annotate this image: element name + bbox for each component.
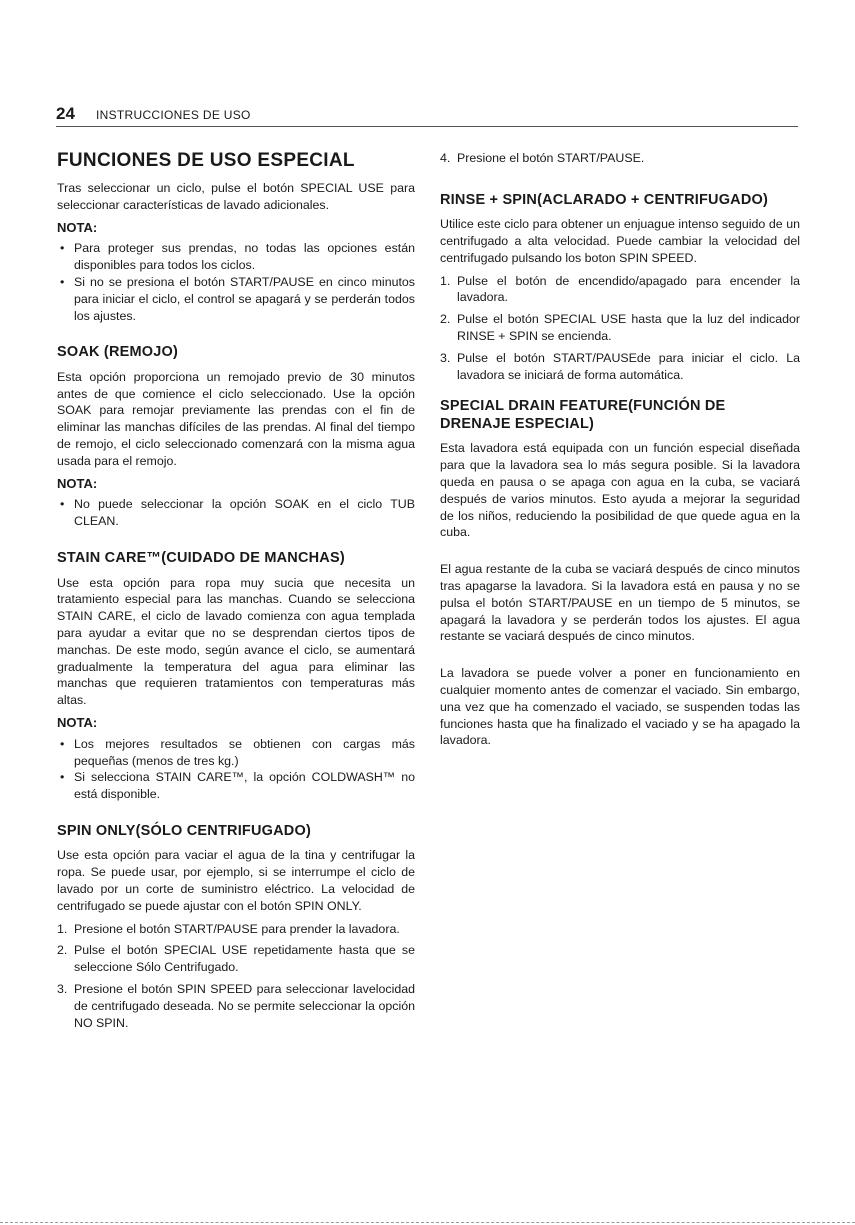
left-column <box>57 150 415 1036</box>
nota-item: • Si selecciona STAIN CARE™, la opción COLDWASH™ no está disponible. <box>57 769 415 803</box>
right-column <box>440 150 800 749</box>
step-item <box>57 981 415 1031</box>
stain-nota-list <box>57 736 415 803</box>
soak-nota-list <box>57 496 415 530</box>
step-text: Pulse el botón SPECIAL USE hasta que la luz del indicador RINSE + SPIN se encienda. <box>457 312 800 344</box>
step-item <box>440 350 800 384</box>
nota-item: • No puede seleccionar la opción SOAK en el ciclo TUB CLEAN. <box>57 496 415 530</box>
special-drain-paragraph-1: Esta lavadora está equipada con un función especial diseñada para que la lavadora sea lo más segura posible. Si la lavadora queda en pausa o se apaga con agua en la cuba, se vaciará después de varios minutos. Esto ayuda a mejorar la seguridad de los niños, reduciendo la posibilidad de que quede agua en la cuba. <box>440 441 800 540</box>
special-drain-paragraph-2: El agua restante de la cuba se vaciará después de cinco minutos tras apagarse la lavadora. Si la lavadora está en pausa y no se pulsa el botón START/PAUSE en un tiempo de 5 minutos, se apagará la lavadora y se perderán todos los ajustes. El agua restante se vaciará después de cinco minutos. <box>440 562 800 644</box>
spin-only-steps <box>57 921 415 1032</box>
step-number: 2. <box>57 943 68 958</box>
step-item <box>57 921 415 938</box>
nota-item: • Si no se presiona el botón START/PAUSE en cinco minutos para iniciar el ciclo, el control se apagará y se perderán todos los ajustes. <box>57 274 415 324</box>
step-number: 4. <box>440 151 451 165</box>
step-item <box>57 942 415 976</box>
nota-item: • Para proteger sus prendas, no todas las opciones están disponibles para todos los ciclos. <box>57 240 415 274</box>
nota-label: NOTA: <box>57 219 98 235</box>
stain-care-heading: STAIN CARE™(CUIDADO DE MANCHAS) <box>57 550 345 567</box>
nota-list <box>57 240 415 324</box>
section-label: INSTRUCCIONES DE USO <box>96 108 251 122</box>
page-number: 24 <box>56 104 75 123</box>
step-text: Presione el botón START/PAUSE para prender la lavadora. <box>74 921 400 936</box>
page-header <box>56 104 798 127</box>
rinse-spin-heading: RINSE + SPIN(ACLARADO + CENTRIFUGADO) <box>440 191 769 208</box>
step-text: Presione el botón SPIN SPEED para seleccionar lavelocidad de centrifugado deseada. No se permite seleccionar la opción NO SPIN. <box>74 981 415 1030</box>
bottom-divider <box>0 1222 855 1223</box>
soak-text: Esta opción proporciona un remojado previo de 30 minutos antes de que comience el ciclo seleccionado. Use la opción SOAK para remojar previamente las prendas con el fin de eliminar las manchas difíciles de las prendas. Al final del tiempo de remojo, el ciclo seleccionado comenzará con la misma agua usada para el remojo. <box>57 369 415 468</box>
spin-only-text: Use esta opción para vaciar el agua de la tina y centrifugar la ropa. Se puede usar, por ejemplo, si se interrumpe el ciclo de lavado por un corte de suministro eléctrico. La velocidad de centrifugado se puede ajustar con el botón SPIN ONLY. <box>57 848 415 913</box>
step-item <box>440 311 800 345</box>
rinse-spin-text: Utilice este ciclo para obtener un enjuague intenso seguido de un centrifugado a alta velocidad. Puede cambiar la velocidad del centrifugado pulsando los boton SPIN SPEED. <box>440 217 800 265</box>
intro-text: Tras seleccionar un ciclo, pulse el botón SPECIAL USE para seleccionar características de lavado adicionales. <box>57 181 415 212</box>
nota-item: • Los mejores resultados se obtienen con cargas más pequeñas (menos de tres kg.) <box>57 736 415 770</box>
step-text: Pulse el botón de encendido/apagado para encender la lavadora. <box>457 273 800 305</box>
rinse-spin-steps <box>440 273 800 384</box>
soak-heading: SOAK (REMOJO) <box>57 344 179 361</box>
step-number: 1. <box>57 921 68 936</box>
spin-only-steps-continued <box>440 150 800 167</box>
step-text: Pulse el botón SPECIAL USE repetidamente hasta que se seleccione Sólo Centrifugado. <box>74 943 415 975</box>
step-text: Presione el botón START/PAUSE. <box>457 151 645 165</box>
step-number: 1. <box>440 273 451 288</box>
step-number: 3. <box>57 981 68 996</box>
stain-nota-label: NOTA: <box>57 714 98 730</box>
step-text: Pulse el botón START/PAUSEde para iniciar el ciclo. La lavadora se iniciará de forma automática. <box>457 350 800 382</box>
special-drain-paragraph-3: La lavadora se puede volver a poner en funcionamiento en cualquier momento antes de comenzar el vaciado. Sin embargo, una vez que ha comenzado el vaciado, se suspenden todas las funciones hasta que ha finalizado el vaciado y se ha apagado la lavadora. <box>440 666 800 748</box>
step-item <box>440 273 800 307</box>
step-number: 3. <box>440 350 451 365</box>
stain-care-text: Use esta opción para ropa muy sucia que necesita un tratamiento especial para las manchas. Cuando se selecciona STAIN CARE, el ciclo de lavado comienza con agua templada para ayudar a evitar que no se desprendan ciertos tipos de manchas. De este modo, según avance el ciclo, se aumentará gradualmente la temperatura del agua para eliminar las manchas que requieren tratamientos con temperaturas más altas. <box>57 575 415 708</box>
special-drain-heading: SPECIAL DRAIN FEATURE(FUNCIÓN DE DRENAJE ESPECIAL) <box>440 398 726 432</box>
spin-only-heading: SPIN ONLY(SÓLO CENTRIFUGADO) <box>57 822 311 839</box>
soak-nota-label: NOTA: <box>57 475 98 491</box>
page-title: FUNCIONES DE USO ESPECIAL <box>57 150 355 171</box>
step-item <box>440 150 800 167</box>
step-number: 2. <box>440 312 451 327</box>
